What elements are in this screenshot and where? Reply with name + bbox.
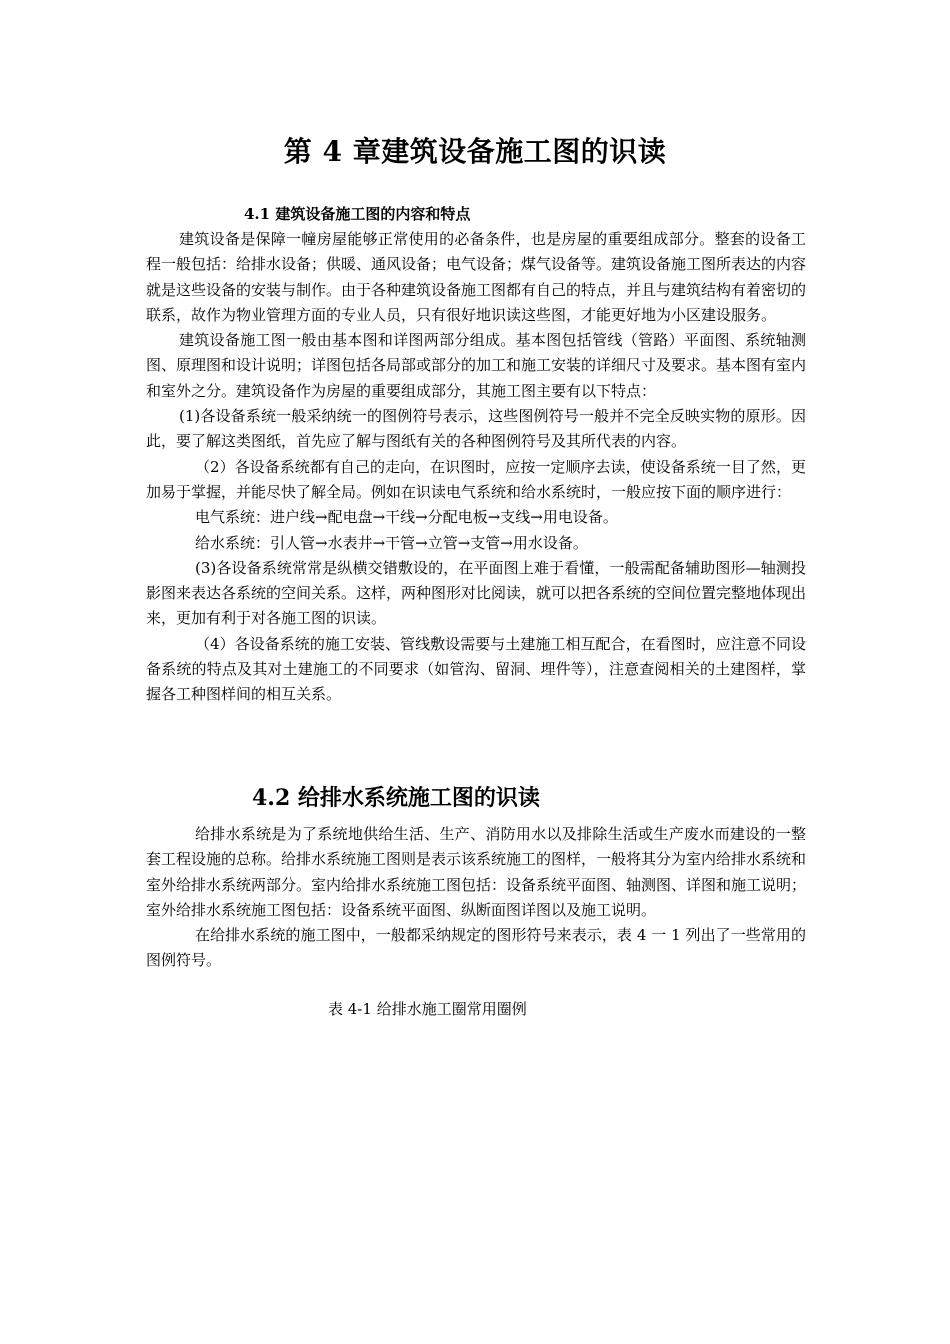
paragraph: 建筑设备是保障一幢房屋能够正常使用的必备条件，也是房屋的重要组成部分。整套的设备工程一般包括：给排水设备；供暖、通风设备；电气设备；煤气设备等。建筑设备施工图所表达的内容就是这些设备的安装与制作。由于各种建筑设备施工图都有自己的特点，并且与建筑结构有着密切的联系，故作为物业管理方面的专业人员，只有很好地识读这些图，才能更好地为小区建设服务。 [146, 230, 807, 324]
section-heading-4-1: 4.1 建筑设备施工图的内容和特点 [244, 205, 471, 223]
paragraph: (3)各设备系统常常是纵横交错敷设的，在平面图上难于看懂，一般需配备辅助图形—轴测投影图来表达各系统的空间关系。这样，两种图形对比阅读，就可以把各系统的空间位置完整地体现出来，更加有利于对各施工图的识读。 [146, 558, 807, 628]
paragraph: 在给排水系统的施工图中，一般都采纳规定的图形符号来表示，表 4 一 1 列出了一些常用的图例符号。 [146, 926, 806, 970]
table-caption: 表 4-1 给排水施工圈常用圈例 [328, 1000, 527, 1018]
paragraph: （2）各设备系统都有自己的走向，在识图时，应按一定顺序去读，使设备系统一目了然，更加易于掌握，并能尽快了解全局。例如在识读电气系统和给水系统时，一般应按下面的顺序进行： [146, 457, 806, 501]
electric-flow-line: 电气系统：进户线→配电盘→干线→分配电板→支线→用电设备。 [195, 508, 618, 527]
section-4-1-body [146, 227, 806, 708]
section-4-2-body [146, 822, 806, 974]
paragraph: 建筑设备施工图一般由基本图和详图两部分组成。基本图包括管线（管路）平面图、系统轴测图、原理图和设计说明；详图包括各局部或部分的加工和施工安装的详细尺寸及要求。基本图有室内和室外之分。建筑设备作为房屋的重要组成部分，其施工图主要有以下特点： [146, 331, 807, 400]
section-heading-4-2: 4.2 给排水系统施工图的识读 [252, 785, 540, 811]
water-flow-line: 给水系统：引人管→水表井→干管→立管→支管→用水设备。 [195, 533, 588, 552]
chapter-title: 第 4 章建筑设备施工图的识读 [283, 135, 667, 168]
paragraph: （4）各设备系统的施工安装、管线敷设需要与土建施工相互配合，在看图时，应注意不同设备系统的特点及其对土建施工的不同要求（如管沟、留洞、埋件等），注意查阅相关的土建图样，掌握各工种图样间的相互关系。 [146, 634, 806, 704]
paragraph: (1)各设备系统一般采纳统一的图例符号表示，这些图例符号一般并不完全反映实物的原形。因此，要了解这类图纸，首先应了解与图纸有关的各种图例符号及其所代表的内容。 [146, 407, 806, 451]
paragraph: 给排水系统是为了系统地供给生活、生产、消防用水以及排除生活或生产废水而建设的一整套工程设施的总称。给排水系统施工图则是表示该系统施工的图样，一般将其分为室内给排水系统和室外给排水系统两部分。室内给排水系统施工图包括：设备系统平面图、轴测图、详图和施工说明；室外给排水系统施工图包括：设备系统平面图、纵断面图详图以及施工说明。 [146, 825, 807, 919]
